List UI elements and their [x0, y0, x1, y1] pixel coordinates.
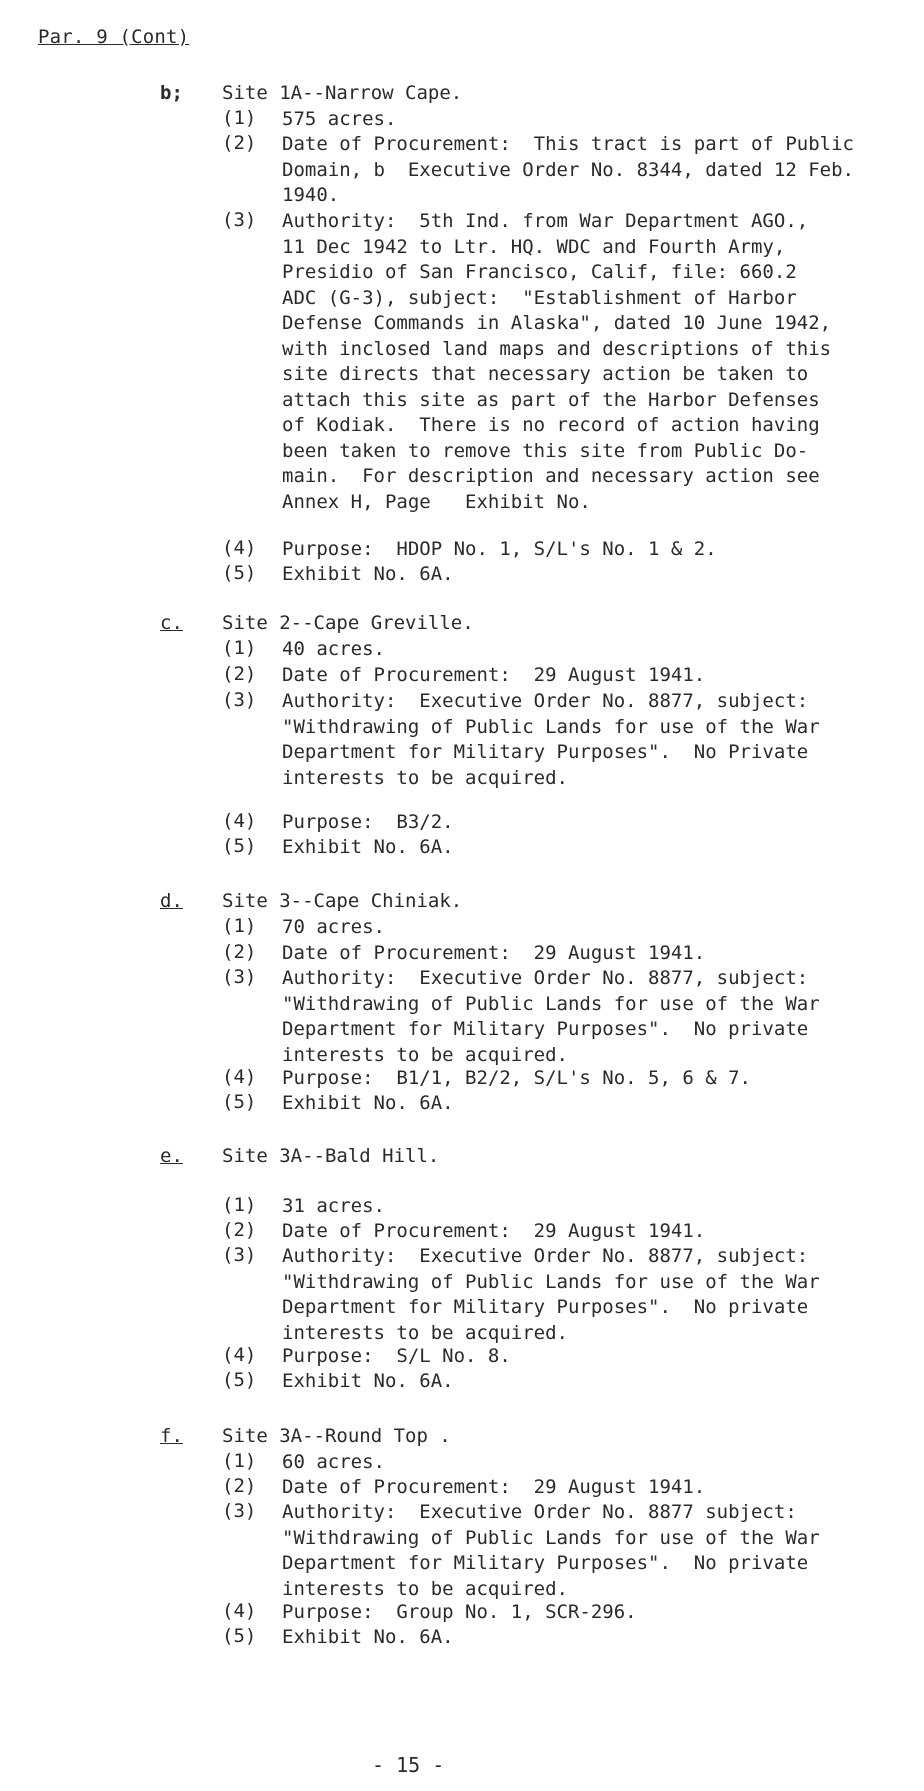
paragraph-header: Par. 9 (Cont): [38, 26, 190, 48]
item-number: (3): [222, 1244, 257, 1266]
item-number: (3): [222, 689, 257, 711]
item-text: 60 acres.: [282, 1451, 385, 1473]
item-number: (1): [222, 107, 257, 129]
item-number: (5): [222, 1369, 257, 1391]
section-letter: d.: [160, 890, 183, 912]
item-number: (4): [222, 537, 257, 559]
item-text: Purpose: HDOP No. 1, S/L's No. 1 & 2.: [282, 538, 717, 560]
item-text: Authority: Executive Order No. 8877, subject: "Withdrawing of Public Lands for use of the War Department for Military Purposes". No private interests to be acquired.: [282, 967, 820, 1066]
item-number: (4): [222, 1066, 257, 1088]
item-number: (2): [222, 1219, 257, 1241]
item-number: (4): [222, 1344, 257, 1366]
item-number: (1): [222, 1194, 257, 1216]
item-number: (2): [222, 941, 257, 963]
item-text: Purpose: S/L No. 8.: [282, 1345, 511, 1367]
site-title: Site 2--Cape Greville.: [222, 612, 474, 634]
item-text: Purpose: B1/1, B2/2, S/L's No. 5, 6 & 7.: [282, 1067, 751, 1089]
item-number: (1): [222, 1450, 257, 1472]
item-number: (5): [222, 835, 257, 857]
item-text: Exhibit No. 6A.: [282, 1092, 454, 1114]
item-number: (3): [222, 1500, 257, 1522]
item-number: (5): [222, 562, 257, 584]
item-text: 70 acres.: [282, 916, 385, 938]
page-number: - 15 -: [372, 1753, 445, 1777]
section-letter: f.: [160, 1425, 183, 1447]
item-number: (5): [222, 1625, 257, 1647]
item-number: (1): [222, 637, 257, 659]
item-number: (5): [222, 1091, 257, 1113]
item-text: Authority: Executive Order No. 8877, subject: "Withdrawing of Public Lands for use of the War Department for Military Purposes". No private interests to be acquired.: [282, 1245, 820, 1344]
item-number: (1): [222, 915, 257, 937]
item-number: (3): [222, 209, 257, 231]
site-title: Site 3A--Bald Hill.: [222, 1145, 440, 1167]
item-text: Date of Procurement: 29 August 1941.: [282, 1220, 706, 1242]
section-letter: e.: [160, 1145, 183, 1167]
item-number: (3): [222, 966, 257, 988]
item-text: Date of Procurement: This tract is part of Public Domain, b Executive Order No. 8344, dated 12 Feb. 1940.: [282, 133, 854, 206]
site-title: Site 3--Cape Chiniak.: [222, 890, 463, 912]
item-text: Exhibit No. 6A.: [282, 1626, 454, 1648]
item-text: Purpose: B3/2.: [282, 811, 454, 833]
item-text: Purpose: Group No. 1, SCR-296.: [282, 1601, 637, 1623]
item-number: (4): [222, 1600, 257, 1622]
item-text: Date of Procurement: 29 August 1941.: [282, 664, 706, 686]
item-text: Authority: Executive Order No. 8877 subject: "Withdrawing of Public Lands for use of the War Department for Military Purposes". No private interests to be acquired.: [282, 1501, 820, 1600]
item-text: Exhibit No. 6A.: [282, 836, 454, 858]
item-text: Date of Procurement: 29 August 1941.: [282, 1476, 706, 1498]
item-number: (2): [222, 1475, 257, 1497]
item-text: Exhibit No. 6A.: [282, 563, 454, 585]
section-letter: c.: [160, 612, 183, 634]
item-text: 40 acres.: [282, 638, 385, 660]
item-text: Exhibit No. 6A.: [282, 1370, 454, 1392]
site-title: Site 1A--Narrow Cape.: [222, 82, 463, 104]
item-text: Authority: Executive Order No. 8877, subject: "Withdrawing of Public Lands for use of the War Department for Military Purposes". No Private interests to be acquired.: [282, 690, 820, 789]
section-letter: b;: [160, 82, 183, 104]
item-number: (4): [222, 810, 257, 832]
item-number: (2): [222, 663, 257, 685]
item-text: 31 acres.: [282, 1195, 385, 1217]
item-text: Date of Procurement: 29 August 1941.: [282, 942, 706, 964]
item-text: Authority: 5th Ind. from War Department AGO., 11 Dec 1942 to Ltr. HQ. WDC and Fourth Army, Presidio of San Francisco, Calif, file: 660.2 ADC (G-3), subject: "Establishment of Harbor Defense Commands in Alaska", dated 10 June 1942, with inclosed land maps and descriptions of this site directs that necessary action be taken to attach this site as part of the Harbor Defenses of Kodiak. There is no record of action having been taken to remove this site from Public Do- main. For description and necessary action see Annex H, Page Exhibit No.: [282, 210, 832, 513]
site-title: Site 3A--Round Top .: [222, 1425, 451, 1447]
item-number: (2): [222, 132, 257, 154]
item-text: 575 acres.: [282, 108, 397, 130]
